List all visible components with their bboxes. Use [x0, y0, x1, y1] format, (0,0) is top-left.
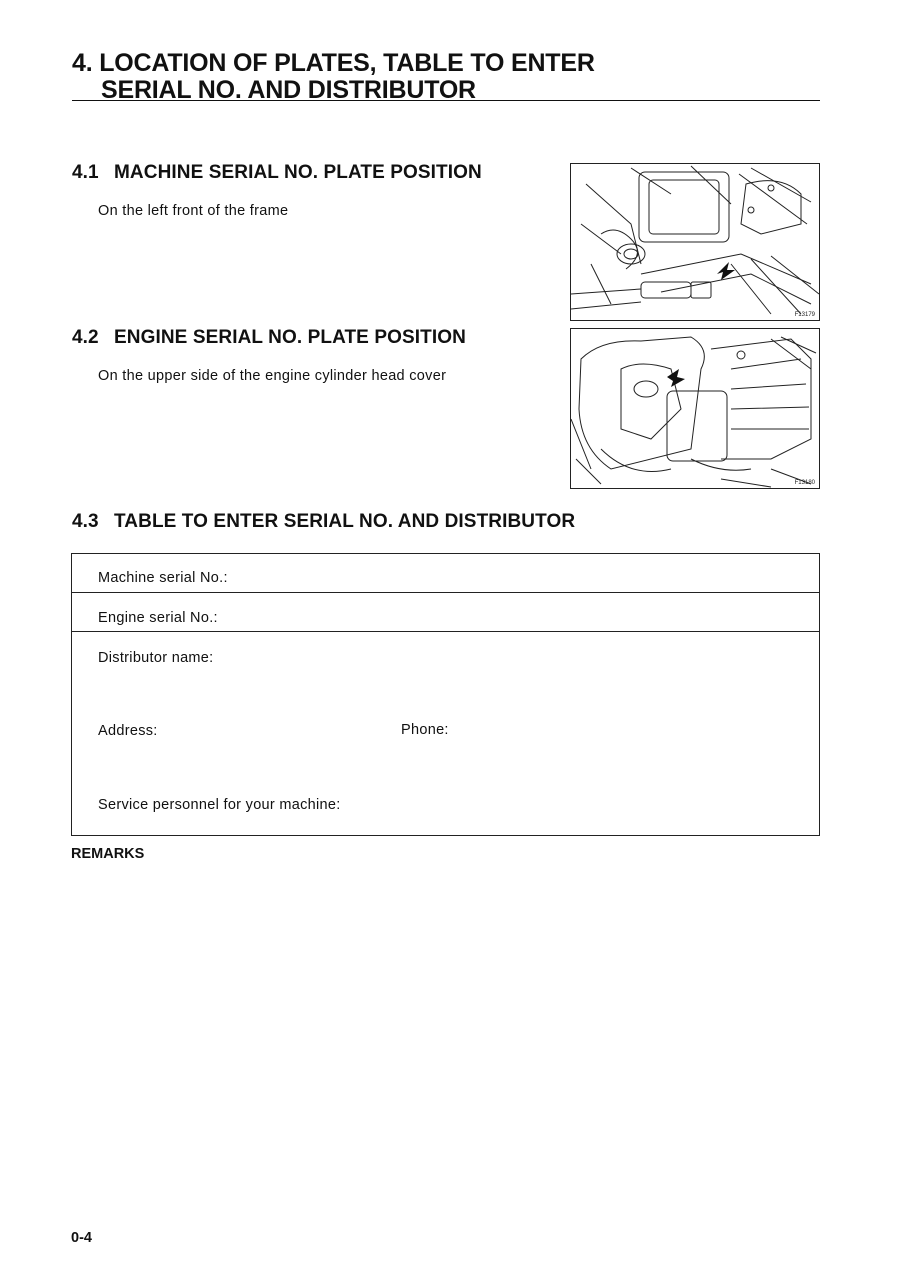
distributor-name-label: Distributor name:	[98, 650, 214, 666]
engine-serial-label: Engine serial No.:	[98, 610, 218, 626]
address-label: Address:	[98, 723, 158, 739]
figure-engine-head	[570, 328, 820, 489]
machine-serial-label: Machine serial No.:	[98, 570, 228, 586]
title-underline	[72, 100, 820, 101]
section-number: 4.2	[72, 327, 99, 348]
figure-machine-frame	[570, 163, 820, 321]
figure-code: F13180	[794, 480, 815, 486]
section-text-4-1: On the left front of the frame	[98, 203, 289, 219]
machine-frame-illustration-icon	[571, 164, 819, 320]
page-title	[72, 50, 595, 104]
engine-head-illustration-icon	[571, 329, 819, 488]
section-number: 4.1	[72, 162, 99, 183]
section-title: TABLE TO ENTER SERIAL NO. AND DISTRIBUTOR	[114, 511, 576, 532]
figure-code: F13179	[794, 312, 815, 318]
page-title-line-2: SERIAL NO. AND DISTRIBUTOR	[101, 76, 476, 104]
section-text-4-2: On the upper side of the engine cylinder head cover	[98, 368, 447, 384]
page-title-line-1: 4. LOCATION OF PLATES, TABLE TO ENTER	[72, 49, 595, 77]
service-personnel-label: Service personnel for your machine:	[98, 797, 341, 813]
section-heading-4-2	[72, 327, 466, 349]
section-heading-4-3	[72, 511, 575, 533]
remarks-heading: REMARKS	[71, 846, 145, 862]
table-divider	[72, 592, 819, 593]
table-divider	[72, 631, 819, 632]
section-title: MACHINE SERIAL NO. PLATE POSITION	[114, 162, 482, 183]
section-heading-4-1	[72, 162, 482, 184]
page-number: 0-4	[71, 1230, 92, 1246]
section-title: ENGINE SERIAL NO. PLATE POSITION	[114, 327, 466, 348]
phone-label: Phone:	[401, 722, 449, 738]
section-number: 4.3	[72, 511, 99, 532]
serial-distributor-table	[71, 553, 820, 836]
